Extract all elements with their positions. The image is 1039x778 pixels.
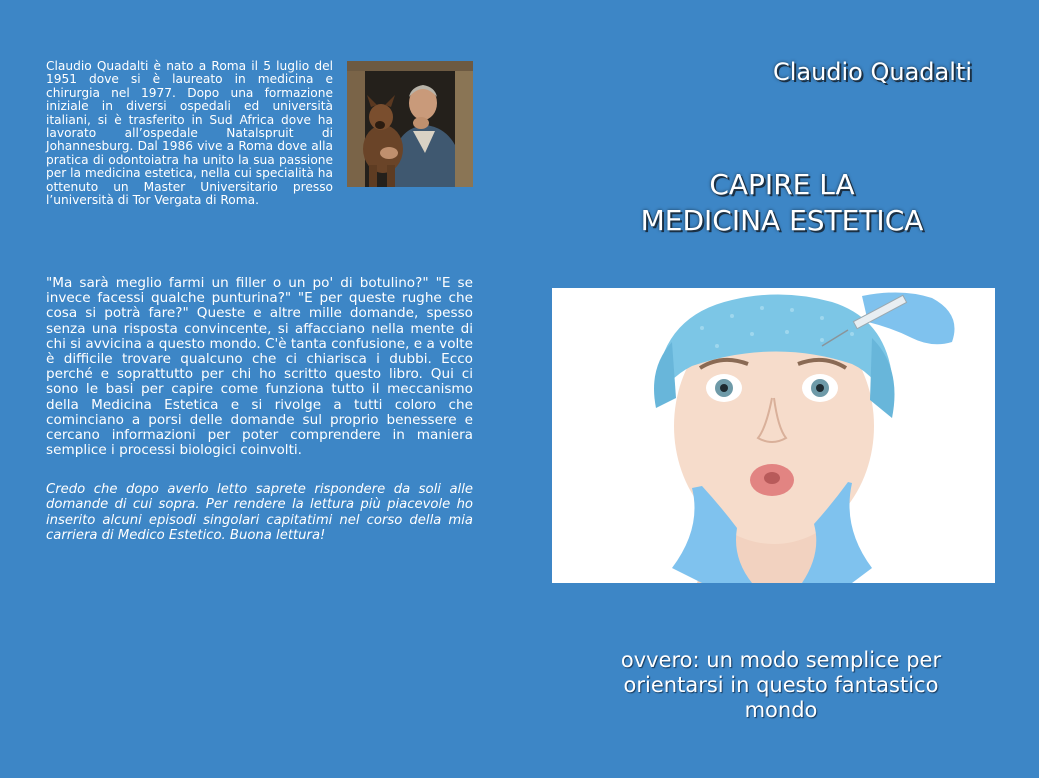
- author-photo: [347, 61, 473, 187]
- author-with-dog-icon: [347, 61, 473, 187]
- book-title: [585, 167, 979, 239]
- cover-image: [552, 288, 995, 583]
- book-blurb: "Ma sarà meglio farmi un filler o un po' di botulino?" "E se invece facessi qualche punturina?" "E per queste rughe che cosa si potrà fare?" Queste e altre mille domande, spesso senza una risposta convincente, si affacciano nella mente di chi si avvicina a questo mondo. C'è tanta confusione, e a volte è difficile trovare qualcuno che ci chiarisca i dubbi. Ecco perché e soprattutto per chi ho scritto questo libro. Qui ci sono le basi per capire come funziona tutto il meccanismo della Medicina Estetica e si rivolge a tutti coloro che cominciano a porsi delle domande sul proprio benessere e cercano informazioni per poter comprendere in maniera semplice i processi biologici coinvolti.: [46, 275, 473, 459]
- closing-note: Credo che dopo averlo letto saprete rispondere da soli alle domande di cui sopra. Per rendere la lettura più piacevole ho inserito alcuni episodi singolari capitatimi nel corso della mia carriera di Medico Estetico. Buona lettura!: [46, 482, 473, 544]
- subtitle-line-2: orientarsi in questo fantastico: [623, 673, 939, 697]
- book-title-line-2: MEDICINA ESTETICA: [640, 204, 924, 237]
- book-title-line-1: CAPIRE LA: [709, 168, 855, 201]
- cover-author-name: Claudio Quadalti: [772, 58, 972, 86]
- author-bio: Claudio Quadalti è nato a Roma il 5 luglio del 1951 dove si è laureato in medicina e chirurgia nel 1977. Dopo una formazione iniziale in diversi ospedali ed università italiani, si è trasferito in Sud Africa dove ha lavorato all’ospedale Natalspruit di Johannesburg. Dal 1986 vive a Roma dove alla pratica di odontoiatra ha unito la sua passione per la medicina estetica, nella cui specialità ha ottenuto un Master Universitario presso l’università di Tor Vergata di Roma.: [46, 59, 333, 208]
- book-subtitle: [590, 648, 972, 723]
- woman-with-syringe-icon: [552, 288, 995, 583]
- subtitle-line-1: ovvero: un modo semplice per: [620, 648, 942, 672]
- subtitle-line-3: mondo: [744, 698, 818, 722]
